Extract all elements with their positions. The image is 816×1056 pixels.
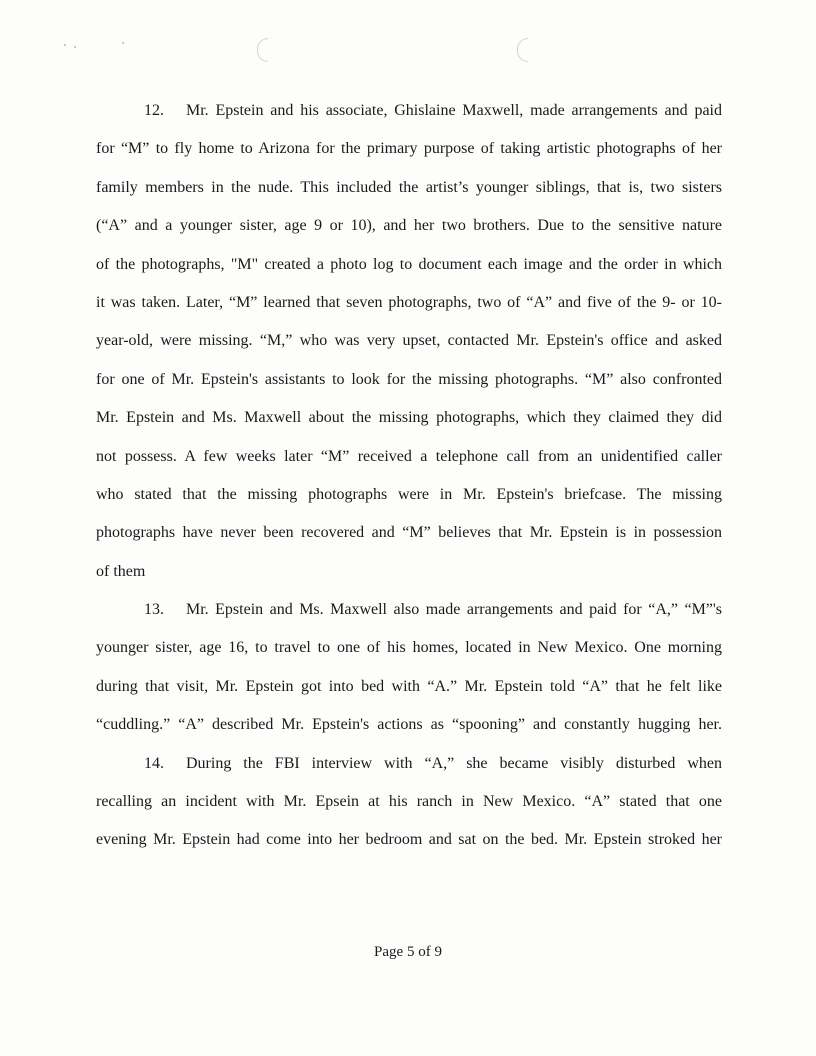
paragraph-line: for one of Mr. Epstein's assistants to look for the missing photographs. “M” also confronted [96, 370, 722, 388]
paragraph-line: it was taken. Later, “M” learned that seven photographs, two of “A” and five of the 9- or 10- [96, 293, 722, 311]
paragraph-12 [96, 92, 722, 591]
scan-speck [122, 42, 124, 44]
paragraph-number: 13. [144, 601, 164, 619]
paragraph-line: 14. During the FBI interview with “A,” she became visibly disturbed when [96, 745, 722, 783]
paragraph-line: 13. Mr. Epstein and Ms. Maxwell also made arrangements and paid for “A,” “M”'s [96, 591, 722, 629]
paragraph-line: “cuddling.” “A” described Mr. Epstein's actions as “spooning” and constantly hugging her. [96, 716, 722, 734]
paragraph-14 [96, 745, 722, 860]
paragraph-line: of the photographs, "M" created a photo log to document each image and the order in which [96, 255, 722, 273]
paragraph-line: for “M” to fly home to Arizona for the primary purpose of taking artistic photographs of her [96, 140, 722, 158]
paragraph-line: recalling an incident with Mr. Epsein at his ranch in New Mexico. “A” stated that one [96, 793, 722, 811]
paragraph-line: not possess. A few weeks later “M” received a telephone call from an unidentified caller [96, 447, 722, 465]
page-number-footer: Page 5 of 9 [374, 944, 442, 960]
paragraph-line: who stated that the missing photographs were in Mr. Epstein's briefcase. The missing [96, 485, 722, 503]
paragraph-line: younger sister, age 16, to travel to one of his homes, located in New Mexico. One morning [96, 639, 722, 657]
document-body [96, 92, 722, 860]
paragraph-line: year-old, were missing. “M,” who was very upset, contacted Mr. Epstein's office and asked [96, 332, 722, 350]
scan-speck [64, 44, 66, 46]
paragraph-13 [96, 591, 722, 745]
paragraph-line: of them [96, 562, 146, 580]
paragraph-line: evening Mr. Epstein had come into her bedroom and sat on the bed. Mr. Epstein stroked her [96, 831, 722, 849]
paragraph-number: 12. [144, 102, 164, 119]
paragraph-line: 12. Mr. Epstein and his associate, Ghislaine Maxwell, made arrangements and paid [96, 92, 722, 130]
paragraph-line: Mr. Epstein and Ms. Maxwell about the missing photographs, which they claimed they did [96, 409, 722, 427]
scan-speck [74, 46, 76, 48]
scan-artifact [517, 38, 528, 62]
paragraph-line: photographs have never been recovered and “M” believes that Mr. Epstein is in possession [96, 524, 722, 542]
paragraph-number: 14. [144, 754, 164, 772]
paragraph-line: (“A” and a younger sister, age 9 or 10), and her two brothers. Due to the sensitive nature [96, 217, 722, 235]
scan-artifact [257, 38, 268, 62]
paragraph-line: family members in the nude. This included the artist’s younger siblings, that is, two sisters [96, 178, 722, 196]
paragraph-line: during that visit, Mr. Epstein got into bed with “A.” Mr. Epstein told “A” that he felt like [96, 677, 722, 695]
